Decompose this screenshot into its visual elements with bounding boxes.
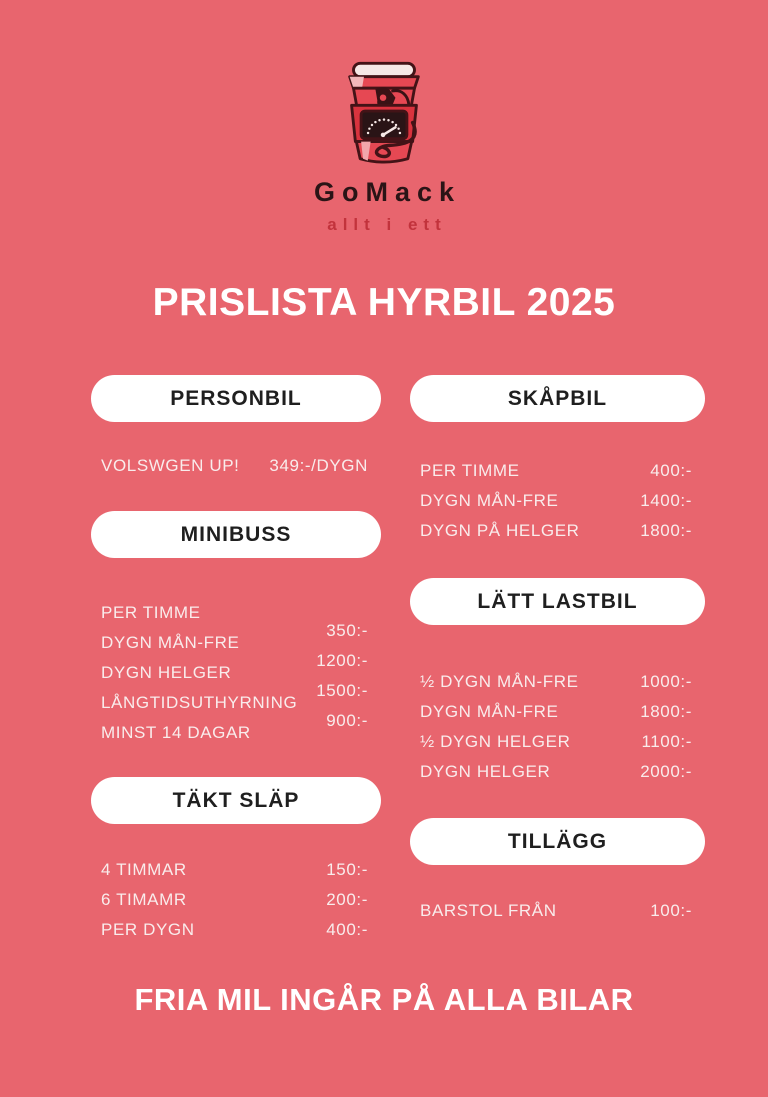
row-price: 2000:-: [640, 762, 692, 781]
row-label: VOLSWGEN UP!: [101, 456, 240, 475]
row-price: 150:-: [326, 860, 368, 879]
price-row: [101, 456, 368, 476]
section-minibuss: [91, 511, 381, 748]
price-row: [420, 667, 692, 697]
section-rows: [91, 456, 381, 476]
section-rows: [410, 901, 705, 921]
section-heading-label: SKÅPBIL: [507, 386, 608, 410]
row-price: 1800:-: [640, 521, 692, 540]
section-rows: [410, 667, 705, 787]
section-heading-pill: [410, 375, 705, 422]
price-row: [420, 901, 692, 921]
row-label: ½ DYGN HELGER: [420, 732, 571, 751]
section-skapbil: [410, 375, 705, 546]
price-row: [420, 486, 692, 516]
row-prices-column: [316, 598, 368, 748]
section-takt-slap: [91, 777, 381, 945]
row-label: DYGN MÅN-FRE: [420, 702, 559, 721]
row-label: ½ DYGN MÅN-FRE: [420, 672, 579, 691]
logo-tagline: allt i ett: [327, 215, 447, 234]
price-row: [420, 697, 692, 727]
price-row: [101, 915, 368, 945]
row-label: LÅNGTIDSUTHYRNING: [101, 693, 298, 712]
row-price: 900:-: [326, 711, 368, 730]
row-price: 1200:-: [316, 651, 368, 670]
row-label: MINST 14 DAGAR: [101, 723, 251, 742]
section-heading-label: PERSONBIL: [170, 386, 302, 410]
row-price: 200:-: [326, 890, 368, 909]
row-price: 1800:-: [640, 702, 692, 721]
section-heading-pill: [410, 818, 705, 865]
price-row: [420, 727, 692, 757]
row-price: 1500:-: [316, 681, 368, 700]
section-rows: [91, 598, 381, 748]
row-label: 6 TIMAMR: [101, 890, 187, 909]
section-heading-pill: [91, 375, 381, 422]
row-label: DYGN MÅN-FRE: [101, 633, 240, 652]
price-row: [420, 516, 692, 546]
section-heading-pill: [91, 511, 381, 558]
row-label: PER TIMME: [101, 603, 201, 622]
logo-block: [0, 50, 768, 235]
section-heading-label: LÄTT LASTBIL: [477, 589, 638, 613]
row-label: 4 TIMMAR: [101, 860, 187, 879]
section-heading-label: TILLÄGG: [507, 829, 608, 853]
logo-name: GoMack: [313, 177, 462, 207]
row-price: 400:-: [650, 461, 692, 480]
price-row: [420, 456, 692, 486]
footer-note: FRIA MIL INGÅR PÅ ALLA BILAR: [134, 982, 634, 1017]
section-rows: [410, 456, 705, 546]
row-label: DYGN MÅN-FRE: [420, 491, 559, 510]
row-label: PER DYGN: [101, 920, 195, 939]
price-row: [101, 855, 368, 885]
section-heading-pill: [410, 578, 705, 625]
row-labels-column: [101, 598, 297, 748]
coffee-cup-speedometer-logo-icon: [320, 50, 448, 174]
section-personbil: [91, 375, 381, 476]
page-title: PRISLISTA HYRBIL 2025: [152, 281, 616, 324]
section-rows: [91, 855, 381, 945]
section-heading-pill: [91, 777, 381, 824]
row-price: 100:-: [650, 901, 692, 920]
row-price: 400:-: [326, 920, 368, 939]
section-heading-label: MINIBUSS: [180, 522, 292, 546]
row-price: 1000:-: [640, 672, 692, 691]
row-price: 1100:-: [641, 732, 692, 751]
speedometer-gauge: [361, 111, 407, 139]
row-label: DYGN HELGER: [101, 663, 232, 682]
section-tillagg: [410, 818, 705, 921]
row-price: 349:-/DYGN: [269, 456, 368, 475]
price-row: [101, 885, 368, 915]
row-label: BARSTOL FRÅN: [420, 901, 557, 920]
section-heading-label: TÄKT SLÄP: [172, 788, 300, 812]
row-label: PER TIMME: [420, 461, 520, 480]
row-label: DYGN HELGER: [420, 762, 551, 781]
section-latt-lastbil: [410, 578, 705, 787]
row-label: DYGN PÅ HELGER: [420, 521, 580, 540]
row-price: 1400:-: [640, 491, 692, 510]
price-row: [420, 757, 692, 787]
row-price: 350:-: [326, 621, 368, 640]
